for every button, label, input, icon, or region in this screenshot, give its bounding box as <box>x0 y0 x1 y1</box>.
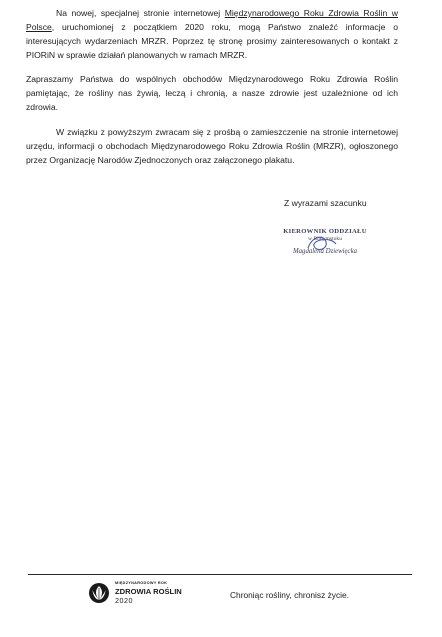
signature-stamp <box>270 228 380 255</box>
paragraph-website <box>26 6 398 62</box>
closing-phrase: Z wyrazami szacunku <box>284 198 367 208</box>
iyph-logo <box>88 582 182 605</box>
p3-text: W związku z powyższym zwracam się z prośbą o zamieszczenie na stronie internetowej urzędu, informacji o obchodach Międzynarodowego Roku Zdrowia Roślin (MRZR), ogłoszonego przez Organizację Narodów Zjednoczonych oraz załączonego plakatu. <box>26 127 398 165</box>
logo-year: 2020 <box>115 596 133 606</box>
leaf-logo-icon <box>88 582 110 604</box>
logo-caption: MIĘDZYNARODOWY ROK <box>115 581 168 585</box>
mrzr-website-link[interactable]: Międzynarodowego Roku Zdrowia Roślin w Polsce <box>26 8 398 32</box>
p1-text-start: Na nowej, specjalnej stronie internetowej <box>56 8 225 18</box>
paragraph-request <box>26 125 398 167</box>
signer-title: KIEROWNIK ODDZIAŁU <box>283 228 367 235</box>
footer-slogan: Chroniąc rośliny, chronisz życie. <box>230 590 349 600</box>
handwritten-signature-icon <box>302 230 342 256</box>
signer-office: w Białymstoku <box>307 236 343 242</box>
paragraph-invitation: Zapraszamy Państwa do wspólnych obchodów Międzynarodowego Roku Zdrowia Roślin pamiętając, że rośliny nas żywią, leczą i chronią, a nasze zdrowie jest uzależnione od ich zdrowia. <box>26 74 398 112</box>
p1-text-end: , uruchomionej z początkiem 2020 roku, mogą Państwo znaleźć informacje o interesujących wydarzeniach MRZR. Poprzez tę stronę prosimy zainteresowanych o kontakt z PIORiN w sprawie działań planowanych w ramach MRZR. <box>26 22 398 60</box>
logo-title: ZDROWIA ROŚLIN <box>115 586 182 596</box>
signer-name: Magdalena Dziewięcka <box>293 248 357 255</box>
footer-divider <box>28 574 412 575</box>
